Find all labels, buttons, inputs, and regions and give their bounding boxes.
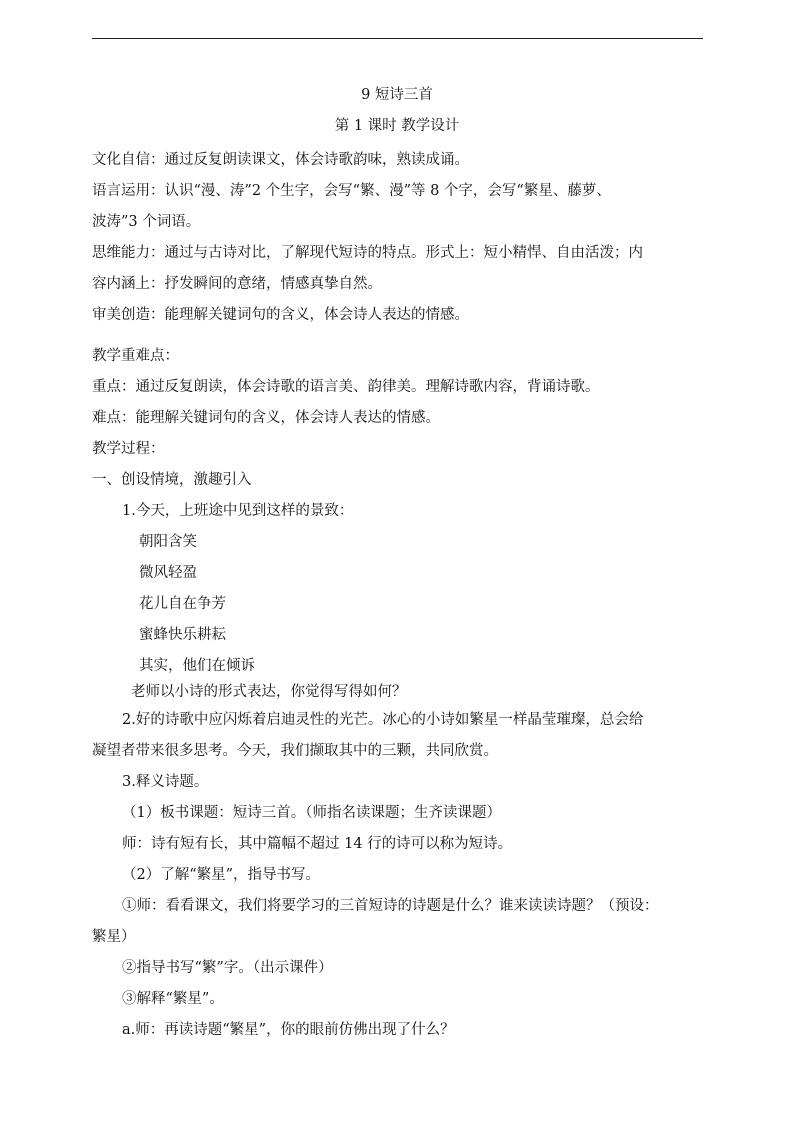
teacher-note: 师：诗有短有长，其中篇幅不超过 14 行的诗可以称为短诗。 xyxy=(122,836,513,852)
document-title: 9 短诗三首 xyxy=(361,87,433,103)
sub-item-2: （2）了解“繁星”，指导书写。 xyxy=(122,867,321,883)
objective-language-cont: 波涛”3 个词语。 xyxy=(92,214,201,230)
circled-item-3: ③解释“繁星”。 xyxy=(122,991,224,1007)
header-rule xyxy=(92,38,703,39)
step-one-item-3: 3.释义诗题。 xyxy=(122,774,209,790)
circled-item-1-cont: 繁星） xyxy=(92,929,136,945)
lettered-item-a: a.师：再读诗题“繁星”，你的眼前仿佛出现了什么？ xyxy=(122,1022,455,1038)
teacher-question: 老师以小诗的形式表达，你觉得写得如何？ xyxy=(131,684,407,700)
poem-line: 朝阳含笑 xyxy=(139,534,197,550)
objective-thinking-cont: 容内涵上：抒发瞬间的意绪，情感真挚自然。 xyxy=(92,276,382,292)
step-one-item-2: 2.好的诗歌中应闪烁着启迪灵性的光芒。冰心的小诗如繁星一样晶莹璀璨，总会给 xyxy=(122,712,644,728)
poem-line: 微风轻盈 xyxy=(139,565,197,581)
objective-language: 语言运用：认识“漫、涛”2 个生字，会写“繁、漫”等 8 个字，会写“繁星、藤萝、 xyxy=(92,183,611,199)
key-point: 重点：通过反复朗读，体会诗歌的语言美、韵律美。理解诗歌内容，背诵诗歌。 xyxy=(92,379,600,395)
sub-item-1: （1）板书课题：短诗三首。（师指名读课题；生齐读课题） xyxy=(122,805,501,821)
step-one-heading: 一、创设情境，激趣引入 xyxy=(92,472,252,488)
step-one-item-2-cont: 凝望者带来很多思考。今天，我们撷取其中的三颗，共同欣赏。 xyxy=(92,743,498,759)
document-subtitle: 第 1 课时 教学设计 xyxy=(334,118,460,134)
section-heading-focus: 教学重难点： xyxy=(92,348,179,364)
circled-item-2: ②指导书写“繁”字。（出示课件） xyxy=(122,960,333,976)
section-heading-process: 教学过程： xyxy=(92,441,165,457)
poem-line: 花儿自在争芳 xyxy=(139,596,226,612)
objective-culture: 文化自信：通过反复朗读课文，体会诗歌韵味，熟读成诵。 xyxy=(92,152,469,168)
step-one-item-1: 1.今天，上班途中见到这样的景致： xyxy=(122,503,354,519)
circled-item-1: ①师：看看课文，我们将要学习的三首短诗的诗题是什么？谁来读读诗题？（预设： xyxy=(122,898,659,914)
difficult-point: 难点：能理解关键词句的含义，体会诗人表达的情感。 xyxy=(92,410,440,426)
objective-thinking: 思维能力：通过与古诗对比，了解现代短诗的特点。形式上：短小精悍、自由活泼；内 xyxy=(92,245,643,261)
poem-line: 蜜蜂快乐耕耘 xyxy=(139,627,226,643)
objective-aesthetic: 审美创造：能理解关键词句的含义，体会诗人表达的情感。 xyxy=(92,307,469,323)
poem-line: 其实，他们在倾诉 xyxy=(139,658,255,674)
